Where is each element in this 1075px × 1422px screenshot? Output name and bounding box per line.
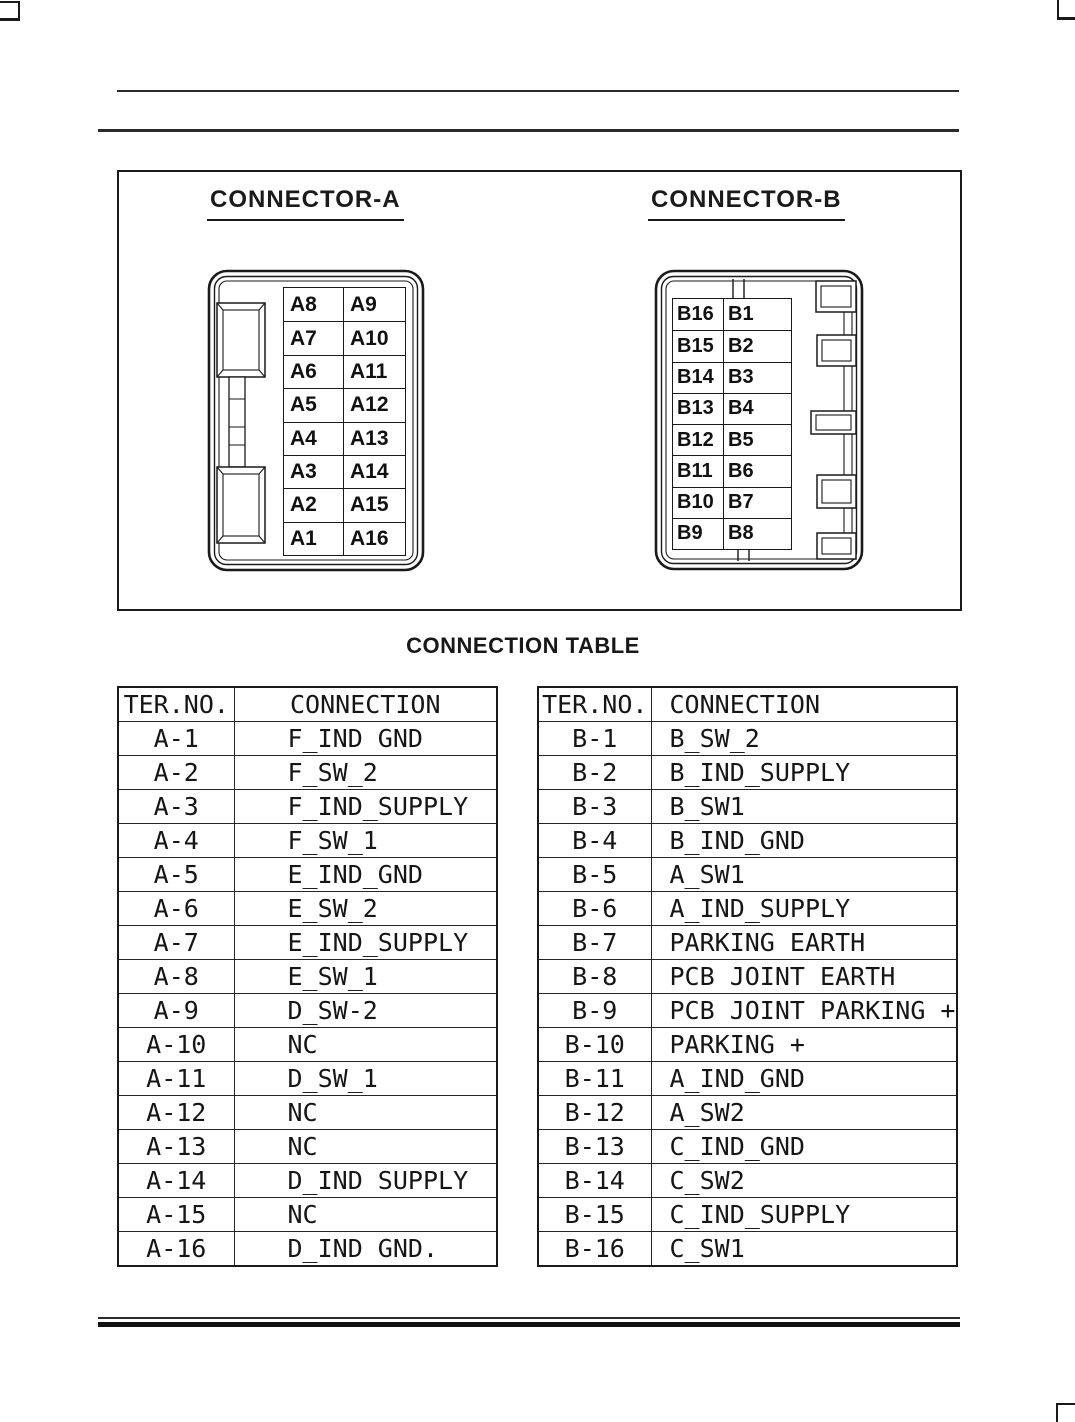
connection-name: D_SW-2 <box>234 994 497 1028</box>
connection-name: B_SW_2 <box>651 722 957 756</box>
connection-name: B_IND_GND <box>651 824 957 858</box>
connection-name: C_SW1 <box>651 1232 957 1267</box>
connector-b-pin-grid <box>672 298 792 550</box>
connection-name: D_IND SUPPLY <box>234 1164 497 1198</box>
pin-label-a6: A6 <box>284 355 344 388</box>
table-b-header-connection: CONNECTION <box>651 687 957 722</box>
connection-name: B_IND_SUPPLY <box>651 756 957 790</box>
table-row <box>538 1130 957 1164</box>
table-row <box>118 1028 497 1062</box>
connector-a-latch-bottom <box>217 467 265 543</box>
table-row <box>538 1028 957 1062</box>
connection-name: NC <box>234 1130 497 1164</box>
pin-label-b13: B13 <box>673 393 724 424</box>
pin-label-b2: B2 <box>724 330 791 361</box>
footer-rule-thick <box>98 1322 960 1327</box>
table-row <box>538 824 957 858</box>
connection-name: C_SW2 <box>651 1164 957 1198</box>
terminal-number: B-11 <box>538 1062 651 1096</box>
connection-name: A_IND_SUPPLY <box>651 892 957 926</box>
table-row <box>118 722 497 756</box>
table-row <box>538 1232 957 1267</box>
table-row <box>538 756 957 790</box>
table-row <box>538 790 957 824</box>
table-row <box>118 1062 497 1096</box>
terminal-number: A-2 <box>118 756 234 790</box>
table-row <box>118 926 497 960</box>
terminal-number: A-8 <box>118 960 234 994</box>
pin-label-b4: B4 <box>724 393 791 424</box>
table-row <box>118 1232 497 1267</box>
connection-name: A_SW2 <box>651 1096 957 1130</box>
terminal-number: B-1 <box>538 722 651 756</box>
terminal-number: A-14 <box>118 1164 234 1198</box>
terminal-number: B-12 <box>538 1096 651 1130</box>
terminal-number: A-15 <box>118 1198 234 1232</box>
connection-name: PCB JOINT PARKING + <box>651 994 957 1028</box>
pin-label-a13: A13 <box>344 422 405 455</box>
connection-table-a <box>117 686 498 1267</box>
pin-label-b15: B15 <box>673 330 724 361</box>
connection-name: PARKING EARTH <box>651 926 957 960</box>
table-row <box>538 892 957 926</box>
connector-a-title: CONNECTOR-A <box>207 186 404 221</box>
terminal-number: A-13 <box>118 1130 234 1164</box>
terminal-number: A-1 <box>118 722 234 756</box>
connection-name: NC <box>234 1096 497 1130</box>
table-a-header-ter-no: TER.NO. <box>118 687 234 722</box>
table-row <box>118 858 497 892</box>
connection-name: B_SW1 <box>651 790 957 824</box>
connection-name: F_SW_1 <box>234 824 497 858</box>
connection-name: NC <box>234 1198 497 1232</box>
registration-mark-top-left <box>0 1 20 21</box>
terminal-number: B-7 <box>538 926 651 960</box>
table-row <box>538 1062 957 1096</box>
table-row <box>538 1198 957 1232</box>
terminal-number: B-6 <box>538 892 651 926</box>
pin-label-a9: A9 <box>350 292 377 316</box>
connection-name: C_IND_SUPPLY <box>651 1198 957 1232</box>
pin-label-a16: A16 <box>344 522 405 555</box>
header-rule-top <box>117 90 959 92</box>
pin-label-a7: A7 <box>284 321 344 354</box>
terminal-number: A-10 <box>118 1028 234 1062</box>
terminal-number: A-6 <box>118 892 234 926</box>
terminal-number: B-14 <box>538 1164 651 1198</box>
pin-label-a3: A3 <box>284 455 344 488</box>
connection-name: NC <box>234 1028 497 1062</box>
table-row <box>118 1130 497 1164</box>
terminal-number: B-10 <box>538 1028 651 1062</box>
registration-mark-bottom-right <box>1056 1403 1075 1422</box>
pin-label-b5: B5 <box>724 424 791 455</box>
table-row <box>118 960 497 994</box>
pin-label-b9: B9 <box>673 518 724 549</box>
pin-label-a8: A8 <box>284 288 344 321</box>
footer-rule-thin <box>98 1317 960 1319</box>
table-row <box>538 960 957 994</box>
connection-name: E_SW_1 <box>234 960 497 994</box>
pin-label-a10: A10 <box>344 321 405 354</box>
connection-name: E_IND_SUPPLY <box>234 926 497 960</box>
header-rule-bottom <box>98 129 959 132</box>
terminal-number: B-3 <box>538 790 651 824</box>
terminal-number: B-13 <box>538 1130 651 1164</box>
pin-label-b16: B16 <box>673 299 724 330</box>
connection-name: F_IND_SUPPLY <box>234 790 497 824</box>
table-row <box>118 1198 497 1232</box>
connection-table-heading: CONNECTION TABLE <box>406 633 640 658</box>
table-a-header-connection: CONNECTION <box>234 687 497 722</box>
connection-table-b <box>537 686 958 1267</box>
terminal-number: A-12 <box>118 1096 234 1130</box>
connector-a-latch-top <box>217 303 265 377</box>
connection-name: F_SW_2 <box>234 756 497 790</box>
terminal-number: B-8 <box>538 960 651 994</box>
connection-name: C_IND_GND <box>651 1130 957 1164</box>
connection-name: PCB JOINT EARTH <box>651 960 957 994</box>
pin-label-b3: B3 <box>724 362 791 393</box>
table-row <box>538 1096 957 1130</box>
terminal-number: A-9 <box>118 994 234 1028</box>
table-row <box>118 790 497 824</box>
terminal-number: A-7 <box>118 926 234 960</box>
pin-label-b8: B8 <box>724 518 791 549</box>
terminal-number: A-5 <box>118 858 234 892</box>
connector-a-channel <box>229 377 245 467</box>
terminal-number: B-5 <box>538 858 651 892</box>
connection-name: F_IND GND <box>234 722 497 756</box>
pin-label-b12: B12 <box>673 424 724 455</box>
table-row <box>118 756 497 790</box>
table-row <box>118 1164 497 1198</box>
pin-label-a15: A15 <box>344 488 405 521</box>
terminal-number: B-2 <box>538 756 651 790</box>
connection-name: PARKING + <box>651 1028 957 1062</box>
pin-label-a2: A2 <box>284 488 344 521</box>
connection-name: D_IND GND. <box>234 1232 497 1267</box>
pin-label-b11: B11 <box>673 455 724 486</box>
pin-label-a4: A4 <box>284 422 344 455</box>
terminal-number: B-9 <box>538 994 651 1028</box>
table-row <box>538 858 957 892</box>
table-row <box>538 926 957 960</box>
pin-label-a11: A11 <box>344 355 405 388</box>
connection-name: A_SW1 <box>651 858 957 892</box>
pin-label-b14: B14 <box>673 362 724 393</box>
terminal-number: B-15 <box>538 1198 651 1232</box>
pin-label-a5: A5 <box>284 388 344 421</box>
table-row <box>538 1164 957 1198</box>
table-row <box>538 722 957 756</box>
table-b-header-ter-no: TER.NO. <box>538 687 651 722</box>
connector-figure-box <box>117 170 962 611</box>
connection-name: E_SW_2 <box>234 892 497 926</box>
terminal-number: A-11 <box>118 1062 234 1096</box>
table-row <box>118 824 497 858</box>
terminal-number: B-4 <box>538 824 651 858</box>
table-row <box>118 994 497 1028</box>
pin-label-a12: A12 <box>344 388 405 421</box>
connector-a-pin-grid <box>283 287 406 556</box>
terminal-number: A-3 <box>118 790 234 824</box>
connection-name: D_SW_1 <box>234 1062 497 1096</box>
terminal-number: A-4 <box>118 824 234 858</box>
terminal-number: A-16 <box>118 1232 234 1267</box>
table-b-header-row <box>538 687 957 722</box>
pin-label-b10: B10 <box>673 487 724 518</box>
pin-label-a14: A14 <box>344 455 405 488</box>
table-row <box>118 892 497 926</box>
table-row <box>538 994 957 1028</box>
table-row <box>118 1096 497 1130</box>
registration-mark-top-right <box>1057 0 1075 20</box>
pin-label-b6: B6 <box>724 455 791 486</box>
connection-name: E_IND_GND <box>234 858 497 892</box>
pin-label-b7: B7 <box>724 487 791 518</box>
connector-b-title: CONNECTOR-B <box>648 186 845 221</box>
table-a-header-row <box>118 687 497 722</box>
pin-label-b1: B1 <box>728 303 754 326</box>
terminal-number: B-16 <box>538 1232 651 1267</box>
connection-name: A_IND_GND <box>651 1062 957 1096</box>
pin-label-a1: A1 <box>284 522 344 555</box>
